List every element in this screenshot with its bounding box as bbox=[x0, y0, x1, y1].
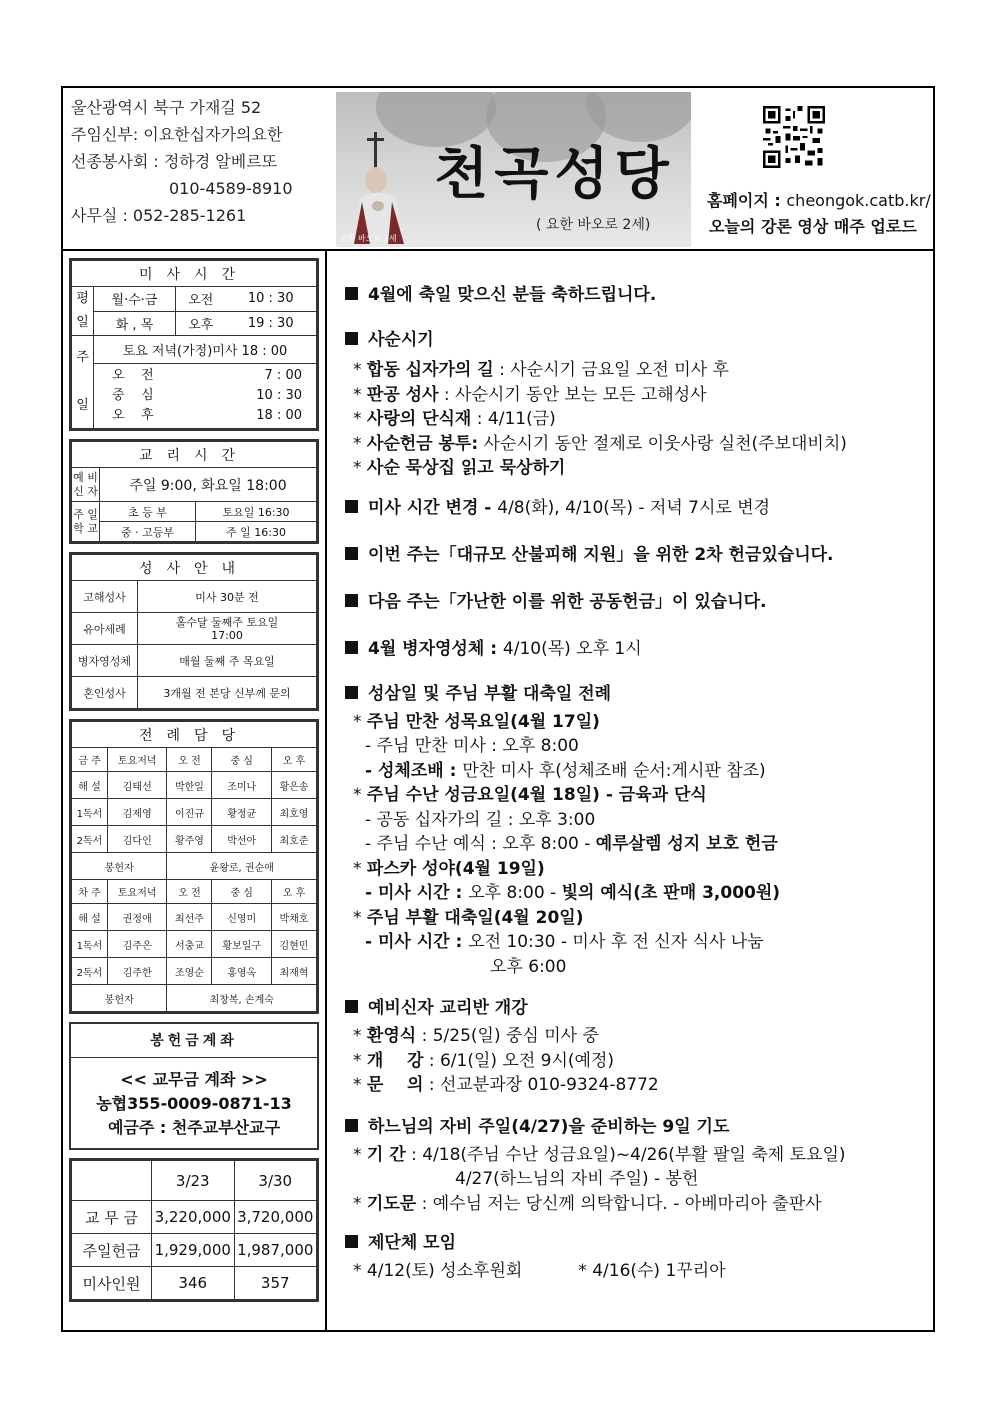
homepage-label: 홈페이지 : bbox=[707, 191, 787, 210]
sunday-mass-time: 18 : 00 bbox=[256, 408, 302, 423]
holy-thursday-adoration: - 성체조배 : 만찬 미사 후(성체조배 순서:게시판 참조) bbox=[365, 760, 766, 781]
homepage-box bbox=[697, 92, 933, 247]
account-heading: << 교무금 계좌 >> bbox=[120, 1070, 268, 1089]
liturgy-cell: 최선주 bbox=[167, 904, 212, 931]
mercy-period-end: 4/27(하느님의 자비 주일) - 봉헌 bbox=[455, 1169, 699, 1189]
office-phone: 사무실 : 052-285-1261 bbox=[71, 206, 247, 225]
weekly-sermon-note: 오늘의 강론 영상 매주 업로드 bbox=[709, 217, 917, 236]
stats-value: 357 bbox=[234, 1267, 317, 1300]
liturgy-cell: 1독서 bbox=[72, 931, 108, 958]
pope-caption: 요한 바오로 2세 bbox=[340, 234, 397, 243]
notice-feast: 4월에 축일 맞으신 분들 축하드립니다. bbox=[345, 280, 930, 305]
sacrament-name: 혼인성사 bbox=[72, 677, 138, 709]
lent-item: * 사랑의 단식재 : 4/11(금) bbox=[353, 409, 556, 429]
school-time: 토요일 16:30 bbox=[195, 502, 316, 522]
stats-corner bbox=[72, 1161, 152, 1201]
liturgy-header: 오 후 bbox=[271, 748, 316, 772]
liturgy-header: 토요저녁 bbox=[108, 748, 167, 772]
liturgy-header: 오 후 bbox=[271, 880, 316, 904]
stats-value: 1,987,000 bbox=[234, 1234, 317, 1267]
group-meetings: * 4/12(토) 성소후원회 * 4/16(수) 1꾸리아 bbox=[353, 1261, 726, 1281]
liturgy-servers: 윤왕로, 권순애 bbox=[167, 853, 317, 880]
pope-image bbox=[348, 132, 423, 244]
rcia-item: * 개 강 : 6/1(일) 오전 9시(예정) bbox=[353, 1050, 615, 1071]
column-divider bbox=[325, 251, 327, 1330]
account-holder: 예금주 : 천주교부산교구 bbox=[107, 1118, 281, 1137]
qr-code-icon[interactable] bbox=[763, 106, 825, 168]
sacrament-name: 병자영성체 bbox=[72, 645, 138, 677]
liturgy-cell: 황보일구 bbox=[212, 931, 271, 958]
catechumen-time: 주일 9:00, 화요일 18:00 bbox=[100, 468, 317, 502]
stats-label: 미사인원 bbox=[72, 1267, 152, 1300]
mercy-period: * 기 간 : 4/18(주님 수난 성금요일)~4/26(부활 팔일 축제 토요일) bbox=[353, 1144, 846, 1165]
liturgy-cell: 김현민 bbox=[271, 931, 316, 958]
lent-item: * 사순헌금 봉투: 사순시기 동안 절제로 이웃사랑 실천(주보대비치) bbox=[353, 433, 847, 454]
school-grade: 중 · 고등부 bbox=[100, 522, 196, 542]
liturgy-header: 중 심 bbox=[212, 748, 271, 772]
liturgy-cell: 박채호 bbox=[271, 904, 316, 931]
stats-value: 1,929,000 bbox=[152, 1234, 235, 1267]
liturgy-cell: 최호준 bbox=[271, 826, 316, 853]
stats-date: 3/30 bbox=[234, 1161, 317, 1201]
easter-vigil: * 파스카 성야(4월 19일) bbox=[353, 858, 545, 879]
notice-lent-title: 사순시기 bbox=[345, 325, 930, 350]
church-banner bbox=[336, 92, 691, 247]
notice-rcia-title: 예비신자 교리반 개강 bbox=[345, 993, 930, 1018]
liturgy-header: 금 주 bbox=[72, 748, 108, 772]
homepage-link[interactable] bbox=[707, 188, 931, 211]
good-friday-service: - 주님 수난 예식 : 오후 8:00 - 예루살렘 성지 보호 헌금 bbox=[365, 834, 778, 854]
catechism-table bbox=[71, 441, 317, 542]
liturgy-cell: 최재혁 bbox=[271, 958, 316, 985]
stats-label: 교 무 금 bbox=[72, 1201, 152, 1234]
sacrament-desc: 매월 둘째 주 목요일 bbox=[138, 645, 317, 677]
easter-sunday: * 주님 부활 대축일(4월 20일) bbox=[353, 907, 584, 928]
patron-saint: ( 요한 바오로 2세) bbox=[536, 217, 651, 233]
school-grade: 초 등 부 bbox=[100, 502, 196, 522]
liturgy-cell: 김제영 bbox=[108, 799, 167, 826]
liturgy-servers: 최창복, 손계숙 bbox=[167, 985, 317, 1012]
lent-item: * 합동 십자가의 길 : 사순시기 금요일 오전 미사 후 bbox=[353, 360, 729, 380]
sunday-label: 주 일 bbox=[72, 336, 94, 429]
liturgy-cell: 김주한 bbox=[108, 958, 167, 985]
liturgy-title: 전례담당 bbox=[72, 722, 317, 748]
council: 선종봉사회 : 정하경 알베르또 bbox=[71, 152, 278, 171]
weekday-label: 평 일 bbox=[72, 287, 94, 336]
liturgy-servers-label: 봉헌자 bbox=[72, 853, 167, 880]
holy-thursday-mass: - 주님 만찬 미사 : 오후 8:00 bbox=[365, 736, 579, 756]
liturgy-cell: 김주은 bbox=[108, 931, 167, 958]
notice-holy-triduum-title: 성삼일 및 주님 부활 대축일 전례 bbox=[345, 679, 930, 704]
liturgy-cell: 황주영 bbox=[167, 826, 212, 853]
sacrament-name: 유아세례 bbox=[72, 613, 138, 645]
liturgy-cell: 신영미 bbox=[212, 904, 271, 931]
church-name: 천곡성당 bbox=[434, 141, 675, 207]
notices-column bbox=[345, 280, 930, 1284]
header bbox=[63, 88, 933, 251]
lent-item: * 사순 묵상집 읽고 묵상하기 bbox=[353, 458, 566, 478]
easter-vigil-mass: - 미사 시간 : 오후 8:00 - 빛의 예식(초 판매 3,000원) bbox=[365, 883, 781, 903]
sacrament-desc: 홀수달 둘째주 토요일 17:00 bbox=[138, 613, 317, 645]
liturgy-header: 차 주 bbox=[72, 880, 108, 904]
sunday-school-label: 주 일 학 교 bbox=[72, 502, 100, 542]
liturgy-cell: 박선아 bbox=[212, 826, 271, 853]
sunday-mass-time: 7 : 00 bbox=[264, 368, 302, 383]
notice-divine-mercy-title: 하느님의 자비 주일(4/27)을 준비하는 9일 기도 bbox=[345, 1112, 930, 1137]
parish-info bbox=[71, 94, 336, 229]
sunday-mass-time: 10 : 30 bbox=[256, 388, 302, 403]
mass-times-table bbox=[71, 260, 317, 429]
liturgy-header: 토요저녁 bbox=[108, 880, 167, 904]
liturgy-cell: 황정균 bbox=[212, 799, 271, 826]
notice-groups-title: 제단체 모임 bbox=[345, 1228, 930, 1253]
easter-sunday-evening: 오후 6:00 bbox=[490, 956, 567, 977]
mercy-prayer: * 기도문 : 예수님 저는 당신께 의탁합니다. - 아베마리아 출판사 bbox=[353, 1193, 822, 1214]
offering-account-body bbox=[71, 1058, 317, 1148]
school-time: 주 일 16:30 bbox=[195, 522, 316, 542]
good-friday-stations: - 공동 십자가의 길 : 오후 3:00 bbox=[365, 809, 596, 830]
notice-sick-communion: 4월 병자영성체 : 4/10(목) 오후 1시 bbox=[345, 634, 930, 659]
liturgy-header: 오 전 bbox=[167, 748, 212, 772]
liturgy-table bbox=[71, 721, 317, 1012]
liturgy-cell: 이진규 bbox=[167, 799, 212, 826]
weekday-days: 화 , 목 bbox=[94, 311, 176, 336]
notice-fire-relief: 이번 주는「대규모 산불피해 지원」을 위한 2차 헌금있습니다. bbox=[345, 540, 930, 565]
weekday-time: 10 : 30 bbox=[226, 287, 317, 312]
weekday-period: 오전 bbox=[176, 287, 226, 312]
catechism-box bbox=[69, 439, 319, 544]
liturgy-cell: 조영순 bbox=[167, 958, 212, 985]
liturgy-cell: 조미나 bbox=[212, 772, 271, 799]
lent-item: * 판공 성사 : 사순시기 동안 보는 모든 고해성사 bbox=[353, 384, 707, 405]
left-column bbox=[69, 258, 319, 1302]
liturgy-cell: 해 설 bbox=[72, 772, 108, 799]
mass-times-title: 미사시간 bbox=[72, 261, 317, 287]
liturgy-cell: 박한일 bbox=[167, 772, 212, 799]
stats-box bbox=[69, 1158, 319, 1302]
sacraments-title: 성사안내 bbox=[72, 555, 317, 581]
account-number: 농협355-0009-0871-13 bbox=[96, 1094, 292, 1113]
liturgy-cell: 권정애 bbox=[108, 904, 167, 931]
liturgy-cell: 서충교 bbox=[167, 931, 212, 958]
liturgy-cell: 최호영 bbox=[271, 799, 316, 826]
liturgy-cell: 1독서 bbox=[72, 799, 108, 826]
sacrament-desc: 미사 30분 전 bbox=[138, 581, 317, 613]
liturgy-cell: 2독서 bbox=[72, 826, 108, 853]
liturgy-cell: 김태선 bbox=[108, 772, 167, 799]
rcia-item: * 환영식 : 5/25(일) 중심 미사 중 bbox=[353, 1026, 599, 1046]
offering-account-title: 봉헌금계좌 bbox=[71, 1024, 317, 1058]
sacraments-table bbox=[71, 554, 317, 709]
liturgy-header: 오 전 bbox=[167, 880, 212, 904]
homepage-url[interactable]: cheongok.catb.kr/ bbox=[786, 191, 931, 210]
liturgy-cell: 황은송 bbox=[271, 772, 316, 799]
saturday-eve-mass: 토요 저녁(가정)미사 18 : 00 bbox=[94, 336, 317, 364]
stats-value: 3,720,000 bbox=[234, 1201, 317, 1234]
rcia-item: * 문 의 : 선교분과장 010-9324-8772 bbox=[353, 1075, 659, 1095]
liturgy-box bbox=[69, 719, 319, 1014]
liturgy-header: 중 심 bbox=[212, 880, 271, 904]
sacrament-name: 고해성사 bbox=[72, 581, 138, 613]
sunday-mass-name: 오 후 bbox=[112, 408, 154, 423]
stats-table bbox=[71, 1160, 317, 1300]
liturgy-servers-label: 봉헌자 bbox=[72, 985, 167, 1012]
good-friday: * 주님 수난 성금요일(4월 18일) - 금육과 단식 bbox=[353, 785, 707, 805]
holy-thursday: * 주님 만찬 성목요일(4월 17일) bbox=[353, 711, 600, 732]
sunday-mass-name: 오 전 bbox=[112, 368, 154, 383]
stats-date: 3/23 bbox=[152, 1161, 235, 1201]
weekday-days: 월·수·금 bbox=[94, 287, 176, 312]
liturgy-cell: 2독서 bbox=[72, 958, 108, 985]
council-phone: 010-4589-8910 bbox=[169, 179, 293, 198]
offering-account-box bbox=[69, 1022, 319, 1150]
catechism-title: 교리시간 bbox=[72, 442, 317, 468]
easter-sunday-mass: - 미사 시간 : 오전 10:30 - 미사 후 전 신자 식사 나눔 bbox=[365, 932, 764, 952]
stats-value: 346 bbox=[152, 1267, 235, 1300]
sunday-mass-list bbox=[94, 364, 317, 429]
bulletin-frame bbox=[61, 86, 935, 1332]
catechumen-label: 예 비 신 자 bbox=[72, 468, 100, 502]
stats-value: 3,220,000 bbox=[152, 1201, 235, 1234]
stats-label: 주일헌금 bbox=[72, 1234, 152, 1267]
notice-mass-change: 미사 시간 변경 - 4/8(화), 4/10(목) - 저녁 7시로 변경 bbox=[345, 493, 930, 518]
notice-poor-collection: 다음 주는「가난한 이를 위한 공동헌금」이 있습니다. bbox=[345, 587, 930, 612]
address: 울산광역시 북구 가재길 52 bbox=[71, 98, 262, 117]
mass-times-box bbox=[69, 258, 319, 431]
sunday-mass-name: 중 심 bbox=[112, 388, 154, 403]
sacrament-desc: 3개월 전 본당 신부께 문의 bbox=[138, 677, 317, 709]
sacraments-box bbox=[69, 552, 319, 711]
liturgy-cell: 해 설 bbox=[72, 904, 108, 931]
liturgy-cell: 김다인 bbox=[108, 826, 167, 853]
weekday-period: 오후 bbox=[176, 311, 226, 336]
weekday-time: 19 : 30 bbox=[226, 311, 317, 336]
liturgy-cell: 홍영옥 bbox=[212, 958, 271, 985]
pastor: 주임신부: 이요한십자가의요한 bbox=[71, 125, 283, 144]
